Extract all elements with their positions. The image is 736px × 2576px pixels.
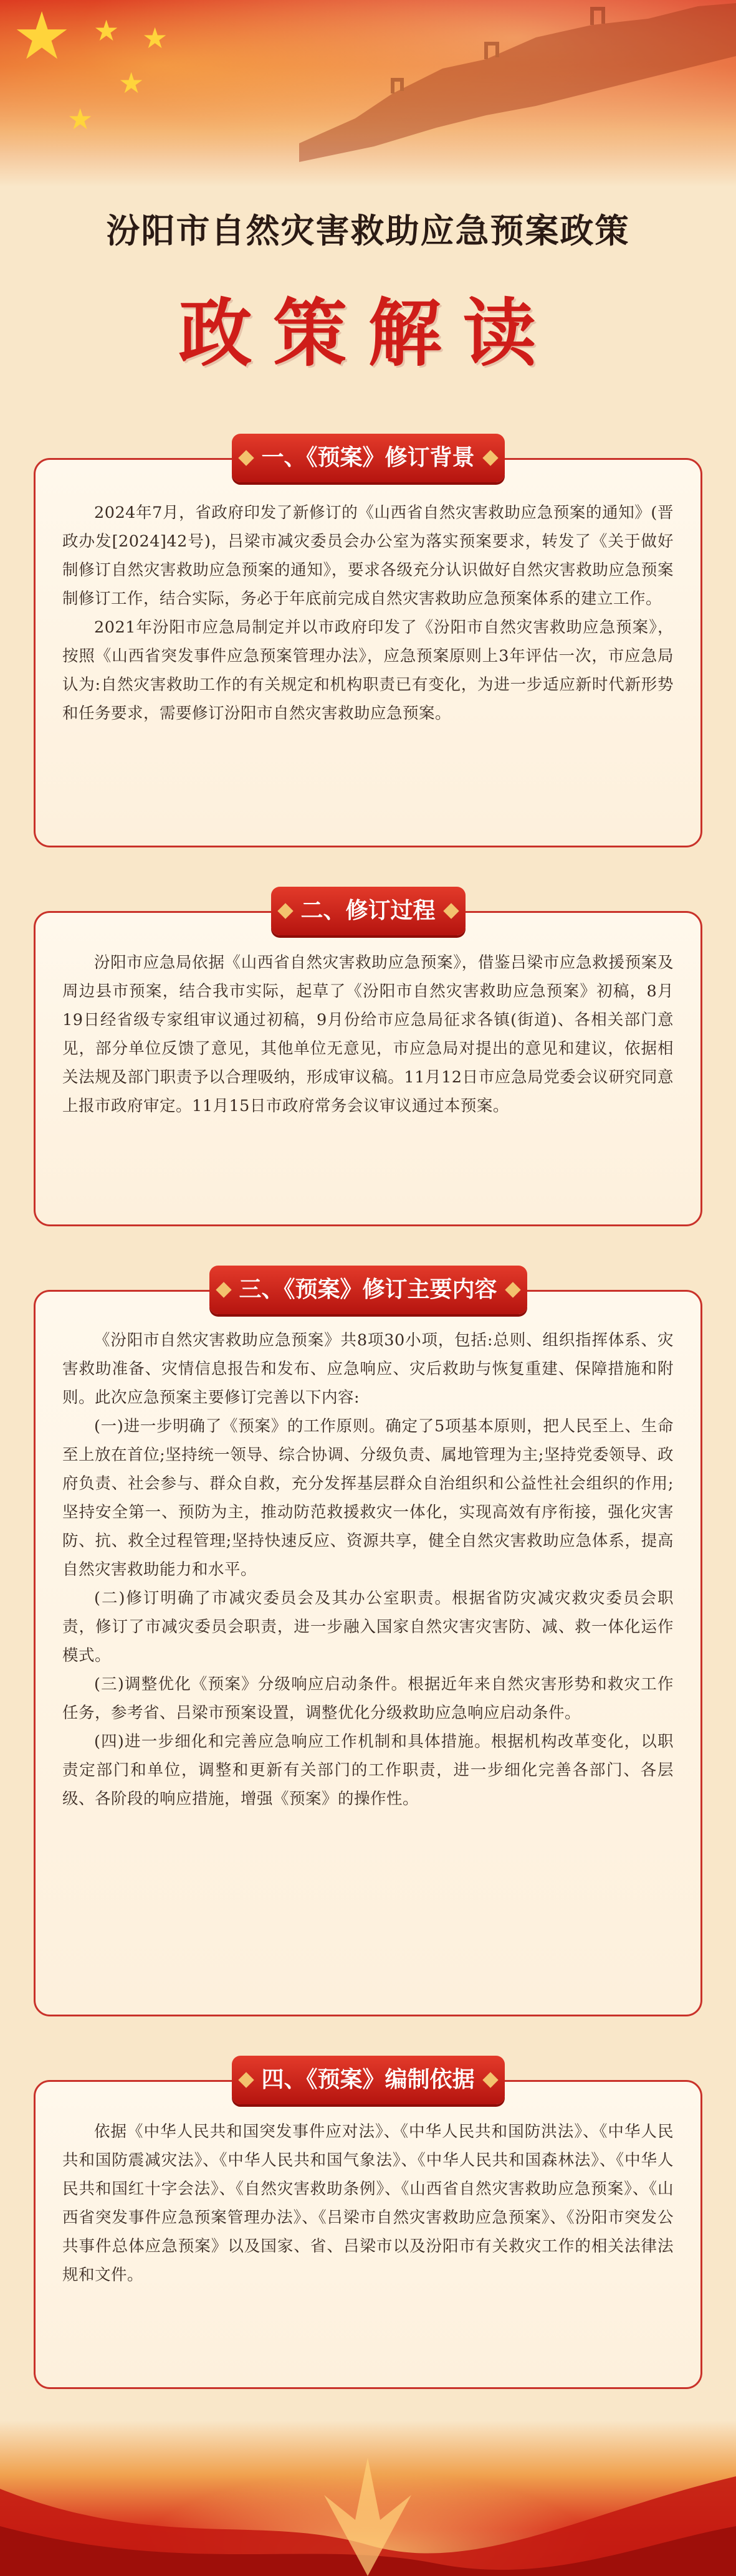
paragraph: (四)进一步细化和完善应急响应工作机制和具体措施。根据机构改革变化，以职责定部门和单位，调整和更新有关部门的工作职责，进一步细化完善各部门、各层级、各阶段的响应措施，增强《预案》的操作性。 bbox=[62, 1732, 674, 1808]
paragraph: 2024年7月，省政府印发了新修订的《山西省自然灾害救助应急预案的通知》(晋政办发[2024]42号)，吕梁市减灾委员会办公室为落实预案要求，转发了《关于做好制修订自然灾害救助应急预案的通知》，要求各级充分认识做好自然灾害救助应急预案制修订工作，结合实际，务必于年底前完成自然灾害救助应急预案体系的建立工作。 bbox=[62, 503, 674, 608]
paragraph: (二)修订明确了市减灾委员会及其办公室职责。根据省防灾减灾救灾委员会职责，修订了市减灾委员会职责，进一步融入国家自然灾害灾害防、减、救一体化运作模式。 bbox=[62, 1589, 674, 1665]
star-icon: ★ bbox=[93, 14, 120, 47]
section-body bbox=[62, 1326, 674, 1813]
star-icon: ★ bbox=[12, 0, 72, 74]
paragraph: 《汾阳市自然灾害救助应急预案》共8项30小项，包括:总则、组织指挥体系、灾害救助准备、灾情信息报告和发布、应急响应、灾后救助与恢复重建、保障措施和附则。此次应急预案主要修订完善以下内容: bbox=[62, 1331, 674, 1407]
section-body bbox=[62, 948, 674, 1120]
page-subtitle: 政策解读 bbox=[178, 290, 558, 376]
paragraph: (一)进一步明确了《预案》的工作原则。确定了5项基本原则，把人民至上、生命至上放在首位;坚持统一领导、综合协调、分级负责、属地管理为主;坚持党委领导、政府负责、社会参与、群众自救，充分发挥基层群众自治组织和公益性社会组织的作用;坚持安全第一、预防为主，推动防范救援救灾一体化，实现高效有序衔接，强化灾害防、抗、救全过程管理;坚持快速反应、资源共享，健全自然灾害救助应急体系，提高自然灾害救助能力和水平。 bbox=[62, 1417, 674, 1579]
section-heading: 二、修订过程 bbox=[270, 887, 465, 935]
page-title: 汾阳市自然灾害救助应急预案政策 bbox=[106, 211, 630, 250]
paragraph: 依据《中华人民共和国突发事件应对法》、《中华人民共和国防洪法》、《中华人民共和国防震减灾法》、《中华人民共和国气象法》、《中华人民共和国森林法》、《中华人民共和国红十字会法》、《自然灾害救助条例》、《山西省自然灾害救助应急预案》、《山西省突发事件应急预案管理办法》、《吕梁市自然灾害救助应急预案》、《汾阳市突发公共事件总体应急预案》以及国家、省、吕梁市以及汾阳市有关救灾工作的相关法律法规和文件。 bbox=[62, 2122, 674, 2284]
bottom-decoration bbox=[0, 2420, 736, 2576]
star-icon: ★ bbox=[67, 102, 93, 136]
paragraph: 2021年汾阳市应急局制定并以市政府印发了《汾阳市自然灾害救助应急预案》，按照《山西省突发事件应急预案管理办法》，应急预案原则上3年评估一次，市应急局认为:自然灾害救助工作的有关规定和机构职责已有变化，为进一步适应新时代新形势和任务要求，需要修订汾阳市自然灾害救助应急预案。 bbox=[62, 618, 674, 723]
section-body bbox=[62, 499, 674, 728]
red-ribbon-decoration bbox=[0, 2420, 736, 2576]
section-heading: 四、《预案》编制依据 bbox=[231, 2056, 504, 2104]
section-heading: 一、《预案》修订背景 bbox=[231, 434, 504, 482]
top-banner bbox=[0, 0, 736, 187]
star-icon: ★ bbox=[142, 21, 168, 55]
paragraph: (三)调整优化《预案》分级响应启动条件。根据近年来自然灾害形势和救灾工作任务，参考省、吕梁市预案设置，调整优化分级救助应急响应启动条件。 bbox=[62, 1675, 674, 1722]
great-wall-illustration bbox=[299, 0, 736, 162]
section-body bbox=[62, 2117, 674, 2289]
section-heading: 三、《预案》修订主要内容 bbox=[209, 1266, 527, 1314]
star-icon: ★ bbox=[118, 66, 145, 100]
paragraph: 汾阳市应急局依据《山西省自然灾害救助应急预案》，借鉴吕梁市应急救援预案及周边县市预案，结合我市实际，起草了《汾阳市自然灾害救助应急预案》初稿，8月19日经省级专家组审议通过初稿，9月份给市应急局征求各镇(街道)、各相关部门意见，部分单位反馈了意见，其他单位无意见，市应急局对提出的意见和建议，依据相关法规及部门职责予以合理吸纳，形成审议稿。11月12日市应急局党委会议研究同意上报市政府审定。11月15日市政府常务会议审议通过本预案。 bbox=[62, 953, 674, 1115]
